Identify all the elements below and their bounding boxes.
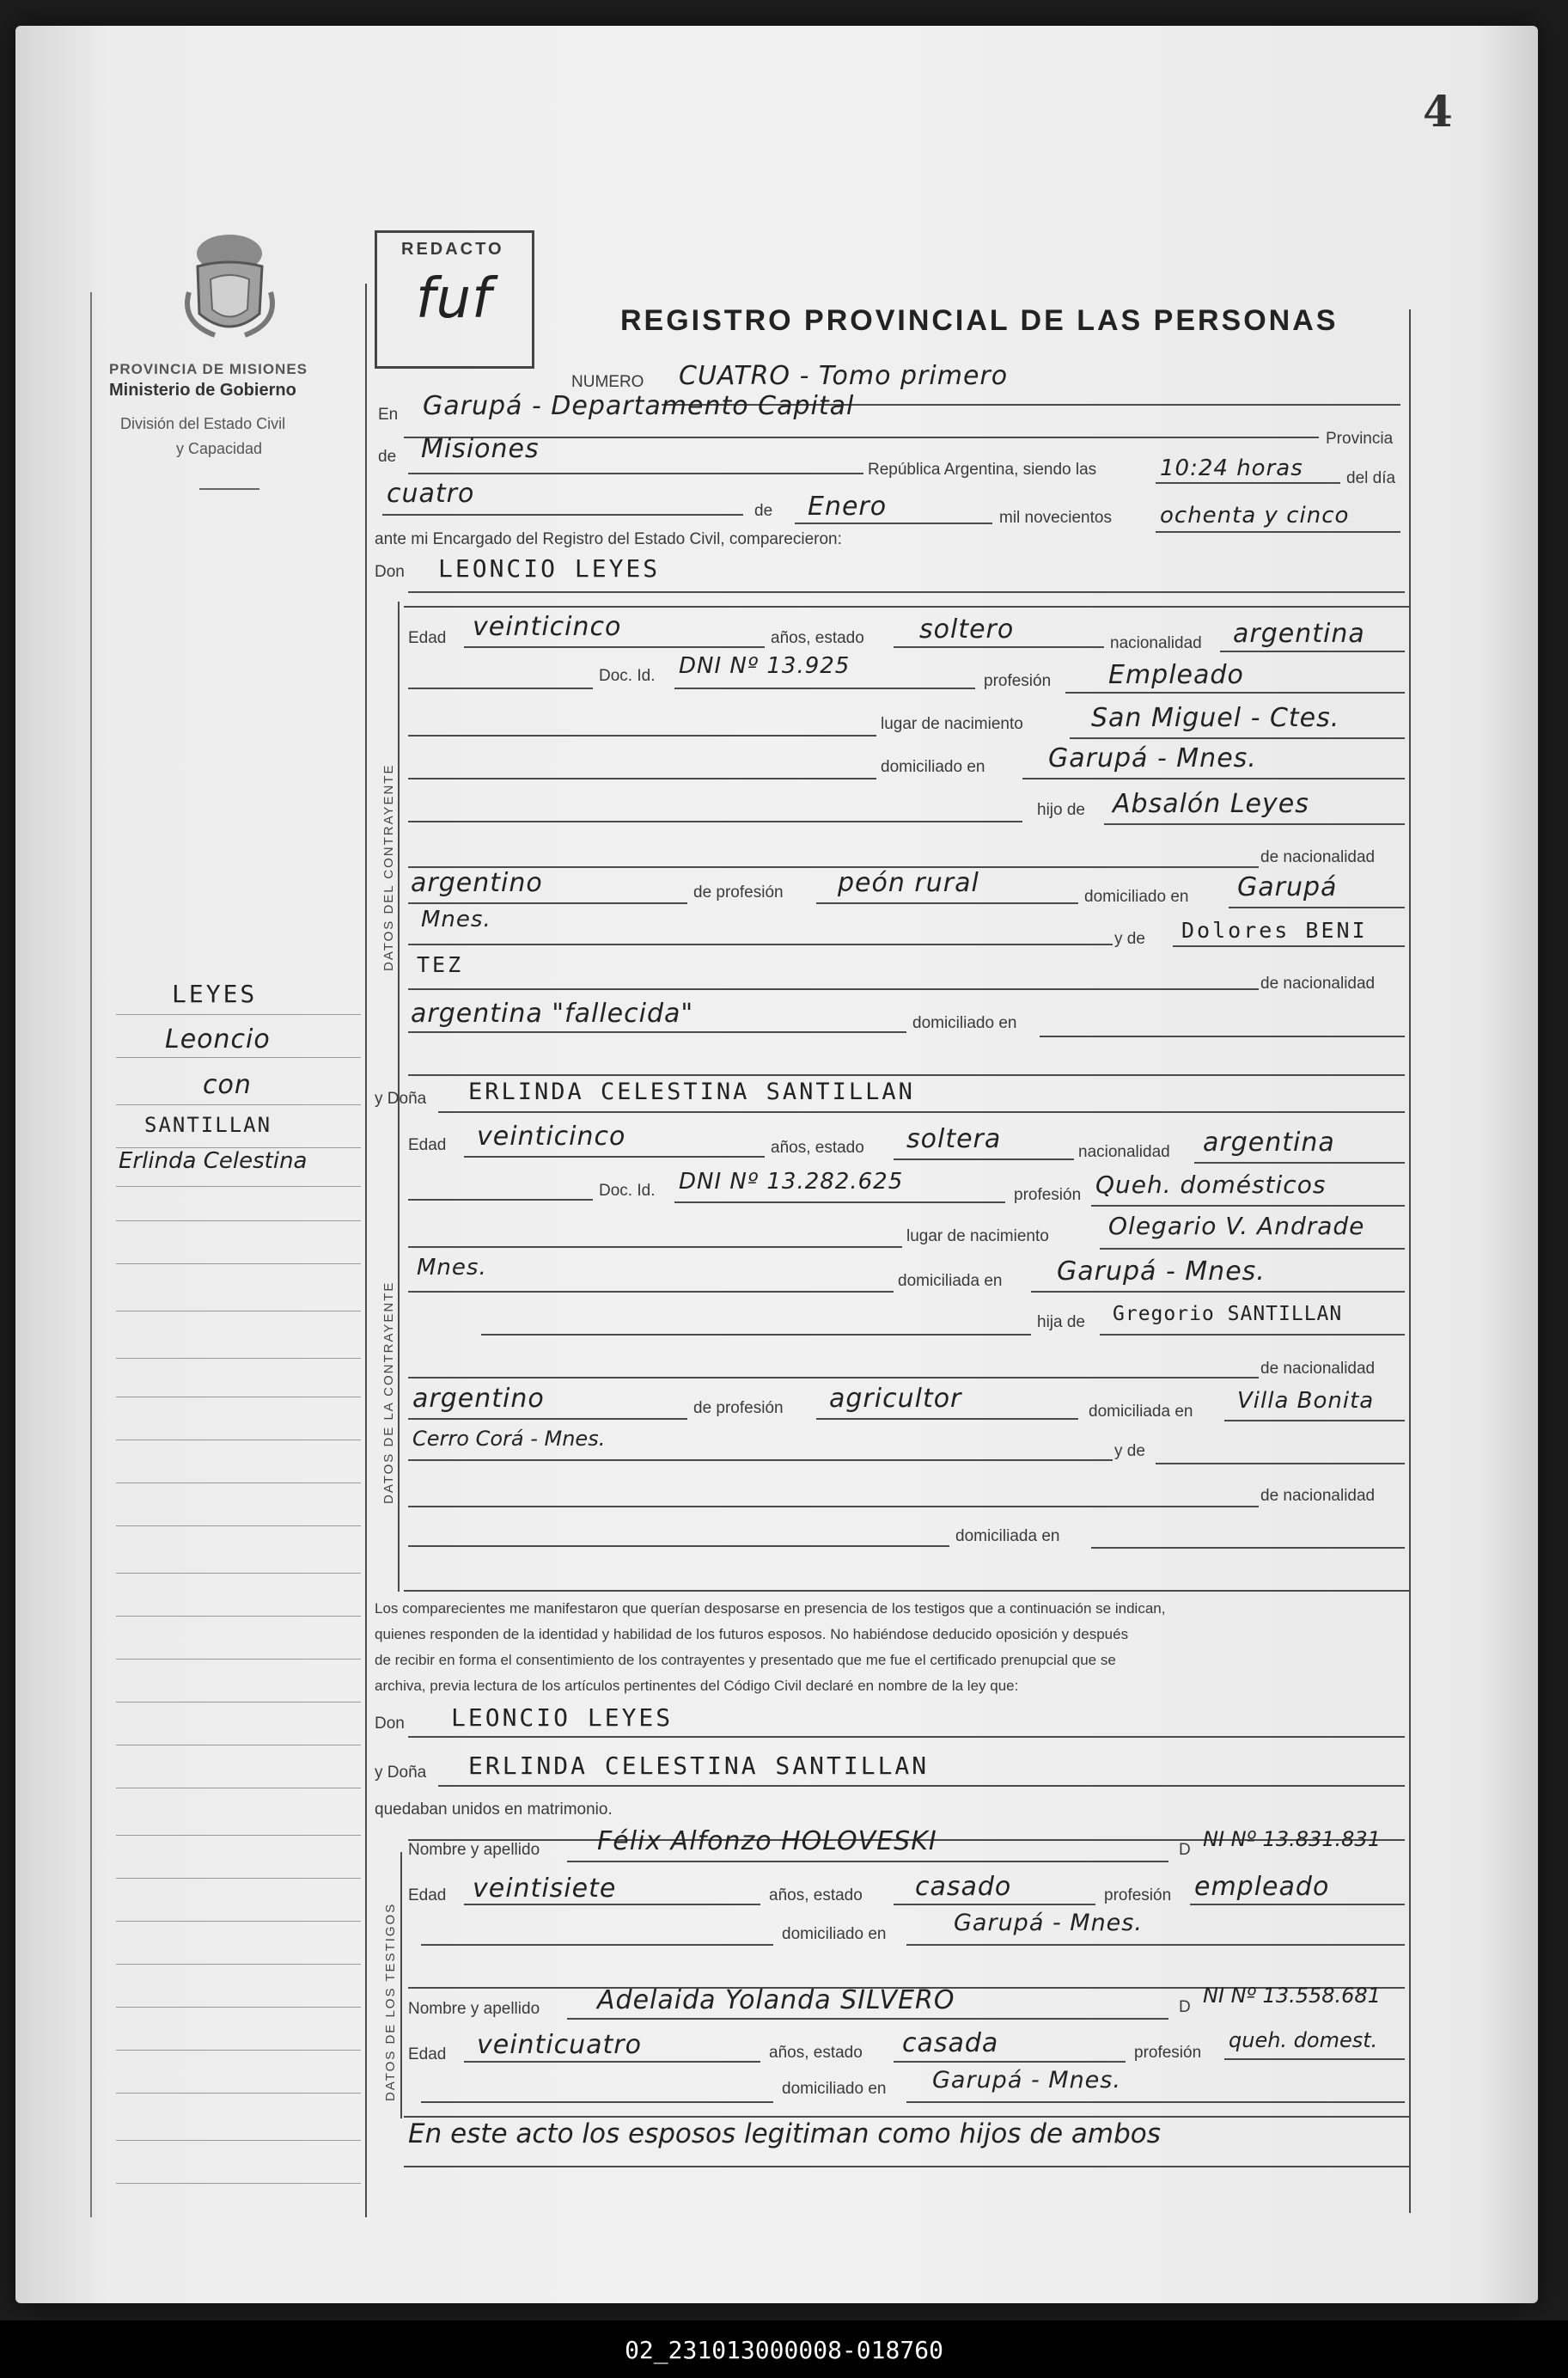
padre-nac-value-2: argentino xyxy=(412,1384,545,1414)
footer-id: 02_231013000008-018760 xyxy=(625,2336,943,2364)
dia-value: cuatro xyxy=(387,479,475,509)
doc-value: DNI Nº 13.925 xyxy=(679,653,851,679)
t1-nombre-value: Félix Alfonzo HOLOVESKI xyxy=(597,1826,937,1856)
division-label-2: y Capacidad xyxy=(176,440,263,457)
republica-label: República Argentina, siendo las xyxy=(868,461,1097,479)
margin-note-name: Leoncio xyxy=(165,1024,271,1055)
t1-profesion-value: empleado xyxy=(1194,1872,1330,1902)
t2-nombre-value: Adelaida Yolanda SILVERO xyxy=(597,1985,955,2015)
en-label: En xyxy=(378,406,399,424)
redacto-initials: fuf xyxy=(416,267,492,331)
t2-dom-label: domiciliado en xyxy=(782,2080,887,2098)
t1-d-label: D xyxy=(1179,1841,1191,1859)
edad-value-2: veinticinco xyxy=(477,1122,626,1152)
margin-note-con: con xyxy=(203,1070,252,1100)
lugar-value-2: Olegario V. Andrade xyxy=(1108,1212,1365,1240)
de-value: Misiones xyxy=(421,434,540,464)
padre-dom-value: Garupá xyxy=(1237,872,1338,902)
decl-dona-label: y Doña xyxy=(375,1764,427,1782)
padre-dom-value-2: Villa Bonita xyxy=(1237,1388,1375,1414)
doc-value-2: DNI Nº 13.282.625 xyxy=(679,1169,904,1195)
declaration-line-4: archiva, previa lectura de los artículos pertinentes del Código Civil declaré en nombre de la ley que: xyxy=(375,1678,1019,1694)
t1-dom-label: domiciliado en xyxy=(782,1925,887,1943)
doc-label-2: Doc. Id. xyxy=(599,1182,656,1200)
province-label: PROVINCIA DE MISIONES xyxy=(109,361,308,377)
margin-note-surname: LEYES xyxy=(172,980,258,1008)
contrayente-section-label: DATOS DEL CONTRAYENTE xyxy=(381,763,396,971)
madre2-value: TEZ xyxy=(417,952,464,977)
t1-edad-label: Edad xyxy=(408,1886,447,1904)
padre-prof-label: de profesión xyxy=(693,883,784,902)
edad-value: veinticinco xyxy=(473,612,622,642)
de2-label: de xyxy=(754,502,773,520)
anio-value: ochenta y cinco xyxy=(1160,503,1350,529)
madre-value: Dolores BENI xyxy=(1181,918,1368,943)
t2-profesion-value: queh. domest. xyxy=(1229,2028,1378,2052)
anos-label: años, estado xyxy=(771,629,864,647)
dona-label: y Doña xyxy=(375,1090,427,1108)
nac-label: nacionalidad xyxy=(1110,634,1202,652)
dom-label: domiciliado en xyxy=(881,758,985,776)
padre-dom-label-2: domiciliada en xyxy=(1089,1403,1193,1421)
doc-label: Doc. Id. xyxy=(599,667,656,685)
t2-anos-label: años, estado xyxy=(769,2044,863,2062)
t1-nombre-label: Nombre y apellido xyxy=(408,1841,540,1859)
padre-nac-label-2: de nacionalidad xyxy=(1260,1360,1376,1378)
estado-value-2: soltera xyxy=(906,1124,1002,1154)
anos-label-2: años, estado xyxy=(771,1139,864,1157)
t1-domicilio-value: Garupá - Mnes. xyxy=(954,1910,1143,1936)
decl-dona-value: ERLINDA CELESTINA SANTILLAN xyxy=(468,1751,930,1780)
padre-value: Absalón Leyes xyxy=(1113,789,1309,819)
numero-value: CUATRO - Tomo primero xyxy=(679,361,1009,391)
domicilio-value-2: Garupá - Mnes. xyxy=(1057,1256,1266,1287)
nacionalidad-value: argentina xyxy=(1233,619,1365,649)
t2-d-label: D xyxy=(1179,1998,1191,2016)
t2-nombre-label: Nombre y apellido xyxy=(408,2000,540,2018)
t2-edad-value: veinticuatro xyxy=(477,2030,642,2060)
t2-doc-value: NI Nº 13.558.681 xyxy=(1203,1984,1381,2008)
margin-note-name-2: Erlinda Celestina xyxy=(119,1148,308,1174)
declaration-line-3: de recibir en forma el consentimiento de los contrayentes y presentado que me fue el certificado prenupcial que se xyxy=(375,1652,1116,1668)
profesion-value: Empleado xyxy=(1108,660,1244,690)
document-title: REGISTRO PROVINCIAL DE LAS PERSONAS xyxy=(620,304,1339,337)
en-value: Garupá - Departamento Capital xyxy=(423,391,855,421)
redacto-box xyxy=(375,230,534,369)
dom-label-2: domiciliada en xyxy=(898,1272,1003,1290)
y-de-label-2: y de xyxy=(1114,1442,1145,1460)
t2-domicilio-value: Garupá - Mnes. xyxy=(932,2067,1121,2094)
padre-dom2-value-2: Cerro Corá - Mnes. xyxy=(412,1427,606,1451)
madre-dom-label-2: domiciliada en xyxy=(955,1527,1060,1545)
madre-nac-label: de nacionalidad xyxy=(1260,975,1376,993)
padre-dom-label: domiciliado en xyxy=(1084,888,1189,906)
padre-dom2-value: Mnes. xyxy=(421,907,491,932)
declaration-line-1: Los comparecientes me manifestaron que querían desposarse en presencia de los testigos que a continuación se indican, xyxy=(375,1600,1166,1617)
don-value: LEONCIO LEYES xyxy=(438,554,661,583)
profesion-value-2: Queh. domésticos xyxy=(1095,1171,1327,1199)
declaration-line-2: quienes responden de la identidad y habilidad de los futuros esposos. No habiéndose deducido oposición y después xyxy=(375,1626,1129,1642)
edad-label-2: Edad xyxy=(408,1136,447,1154)
coat-of-arms-icon xyxy=(180,228,279,348)
del-dia-label: del día xyxy=(1346,469,1396,487)
nacionalidad-value-2: argentina xyxy=(1203,1128,1335,1158)
t2-prof-label: profesión xyxy=(1134,2044,1202,2062)
t1-doc-value: NI Nº 13.831.831 xyxy=(1203,1827,1381,1851)
testigos-section-label: DATOS DE LOS TESTIGOS xyxy=(383,1902,398,2101)
hijo-label: hijo de xyxy=(1037,801,1085,819)
unidos-label: quedaban unidos en matrimonio. xyxy=(375,1800,613,1819)
redacto-label: REDACTO xyxy=(401,240,504,259)
ministry-label: Ministerio de Gobierno xyxy=(109,381,296,400)
lugar2-value-2: Mnes. xyxy=(417,1255,487,1281)
division-label: División del Estado Civil xyxy=(120,415,286,432)
prof-label: profesión xyxy=(984,672,1052,690)
de-label: de xyxy=(378,448,397,466)
dona-value: ERLINDA CELESTINA SANTILLAN xyxy=(468,1079,915,1105)
madre-nac-value: argentina "fallecida" xyxy=(411,999,694,1029)
closing-line: En este acto los esposos legitiman como hijos de ambos xyxy=(408,2118,1161,2149)
page-number: 4 xyxy=(1423,86,1453,137)
madre-dom-label: domiciliado en xyxy=(912,1014,1017,1032)
hija-label: hija de xyxy=(1037,1313,1085,1331)
numero-label: NUMERO xyxy=(571,373,644,391)
hora-value: 10:24 horas xyxy=(1160,455,1303,481)
prof-label-2: profesión xyxy=(1014,1186,1082,1204)
mes-value: Enero xyxy=(808,492,888,522)
padre-value-2: Gregorio SANTILLAN xyxy=(1113,1303,1343,1325)
domicilio-value: Garupá - Mnes. xyxy=(1048,743,1257,773)
padre-prof-value-2: agricultor xyxy=(829,1384,962,1414)
don-label: Don xyxy=(375,563,405,581)
y-de-label: y de xyxy=(1114,930,1145,948)
provincia-label: Provincia xyxy=(1326,430,1394,448)
padre-nac-value: argentino xyxy=(411,868,543,898)
lugar-label-2: lugar de nacimiento xyxy=(906,1227,1049,1245)
margin-note-surname-2: SANTILLAN xyxy=(144,1113,272,1137)
t1-estado-value: casado xyxy=(915,1872,1012,1902)
estado-value: soltero xyxy=(919,614,1015,645)
t1-anos-label: años, estado xyxy=(769,1886,863,1904)
padre-prof-label-2: de profesión xyxy=(693,1399,784,1417)
t2-estado-value: casada xyxy=(902,2028,999,2058)
t1-edad-value: veintisiete xyxy=(473,1874,617,1904)
decl-don-label: Don xyxy=(375,1715,405,1733)
padre-prof-value: peón rural xyxy=(838,868,979,898)
mil-label: mil novecientos xyxy=(999,509,1112,527)
decl-don-value: LEONCIO LEYES xyxy=(451,1703,674,1732)
contrayenta-section-label: DATOS DE LA CONTRAYENTE xyxy=(381,1281,396,1504)
lugar-value: San Miguel - Ctes. xyxy=(1091,703,1340,733)
lugar-label: lugar de nacimiento xyxy=(881,715,1023,733)
ante-label: ante mi Encargado del Registro del Estado Civil, comparecieron: xyxy=(375,530,842,548)
footer-bar xyxy=(0,2320,1568,2378)
nac-label-2: nacionalidad xyxy=(1078,1143,1170,1161)
padre-nac-label: de nacionalidad xyxy=(1260,848,1376,866)
edad-label: Edad xyxy=(408,629,447,647)
t2-edad-label: Edad xyxy=(408,2045,447,2063)
madre-nac-label-2: de nacionalidad xyxy=(1260,1487,1376,1505)
t1-prof-label: profesión xyxy=(1104,1886,1172,1904)
